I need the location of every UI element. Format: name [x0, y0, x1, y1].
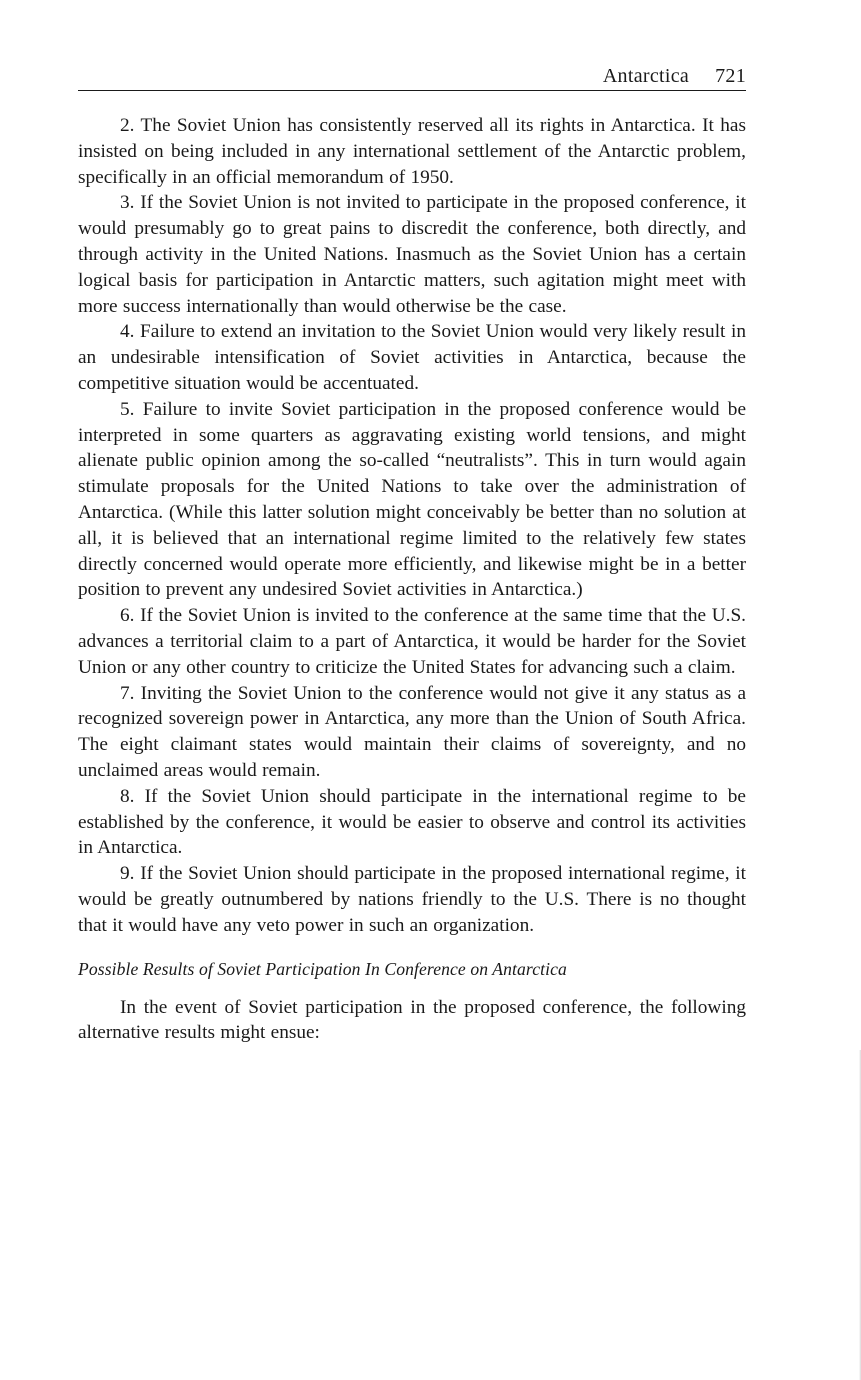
paragraph-9: 9. If the Soviet Union should participate in the proposed international regime, it would be greatly outnumbered by nations friendly to the U.S. There is no thought that it would have any veto power in such an organization.	[78, 863, 746, 936]
section-heading: Possible Results of Soviet Participation In Conference on Antarctica	[78, 958, 567, 979]
paragraph-3: 3. If the Soviet Union is not invited to participate in the proposed conference, it would presumably go to great pains to discredit the conference, both directly, and through activity in the United Nations. Inasmuch as the Soviet Union has a certain logical basis for participation in Antarctic matters, such agitation might meet with more success internationally than would otherwise be the case.	[78, 192, 746, 317]
running-title: Antarctica	[602, 65, 690, 87]
paragraph-7: 7. Inviting the Soviet Union to the conference would not give it any status as a recognized sovereign power in Antarctica, any more than the Union of South Africa. The eight claimant states would maintain their claims of sovereignty, and no unclaimed areas would remain.	[78, 682, 746, 781]
document-page	[78, 62, 746, 1046]
section-intro-paragraph: In the event of Soviet participation in the proposed conference, the following alternative results might ensue:	[78, 996, 746, 1044]
running-header	[78, 62, 746, 91]
page-number: 721	[715, 65, 746, 87]
paragraph-2: 2. The Soviet Union has consistently reserved all its rights in Antarctica. It has insisted on being included in any international settlement of the Antarctic problem, specifically in an official memorandum of 1950.	[78, 115, 746, 188]
paragraph-4: 4. Failure to extend an invitation to the Soviet Union would very likely result in an undesirable intensification of Soviet activities in Antarctica, because the competitive situation would be accentuated.	[78, 321, 746, 394]
paragraph-5: 5. Failure to invite Soviet participation in the proposed conference would be interpreted in some quarters as aggravating existing world tensions, and might alienate public opinion among the so-called “neutralists”. This in turn would again stimulate proposals for the United Nations to take over the administration of Antarctica. (While this latter solution might conceivably be better than no solution at all, it is believed that an international regime limited to the relatively few states directly concerned would operate more efficiently, and likewise might be in a better position to prevent any undesired Soviet activities in Antarctica.)	[78, 398, 746, 601]
paragraph-6: 6. If the Soviet Union is invited to the conference at the same time that the U.S. advances a territorial claim to a part of Antarctica, it would be harder for the Soviet Union or any other country to criticize the United States for advancing such a claim.	[78, 605, 746, 678]
paragraph-8: 8. If the Soviet Union should participate in the international regime to be established by the conference, it would be easier to observe and control its activities in Antarctica.	[78, 785, 746, 859]
body-text	[78, 113, 746, 1046]
